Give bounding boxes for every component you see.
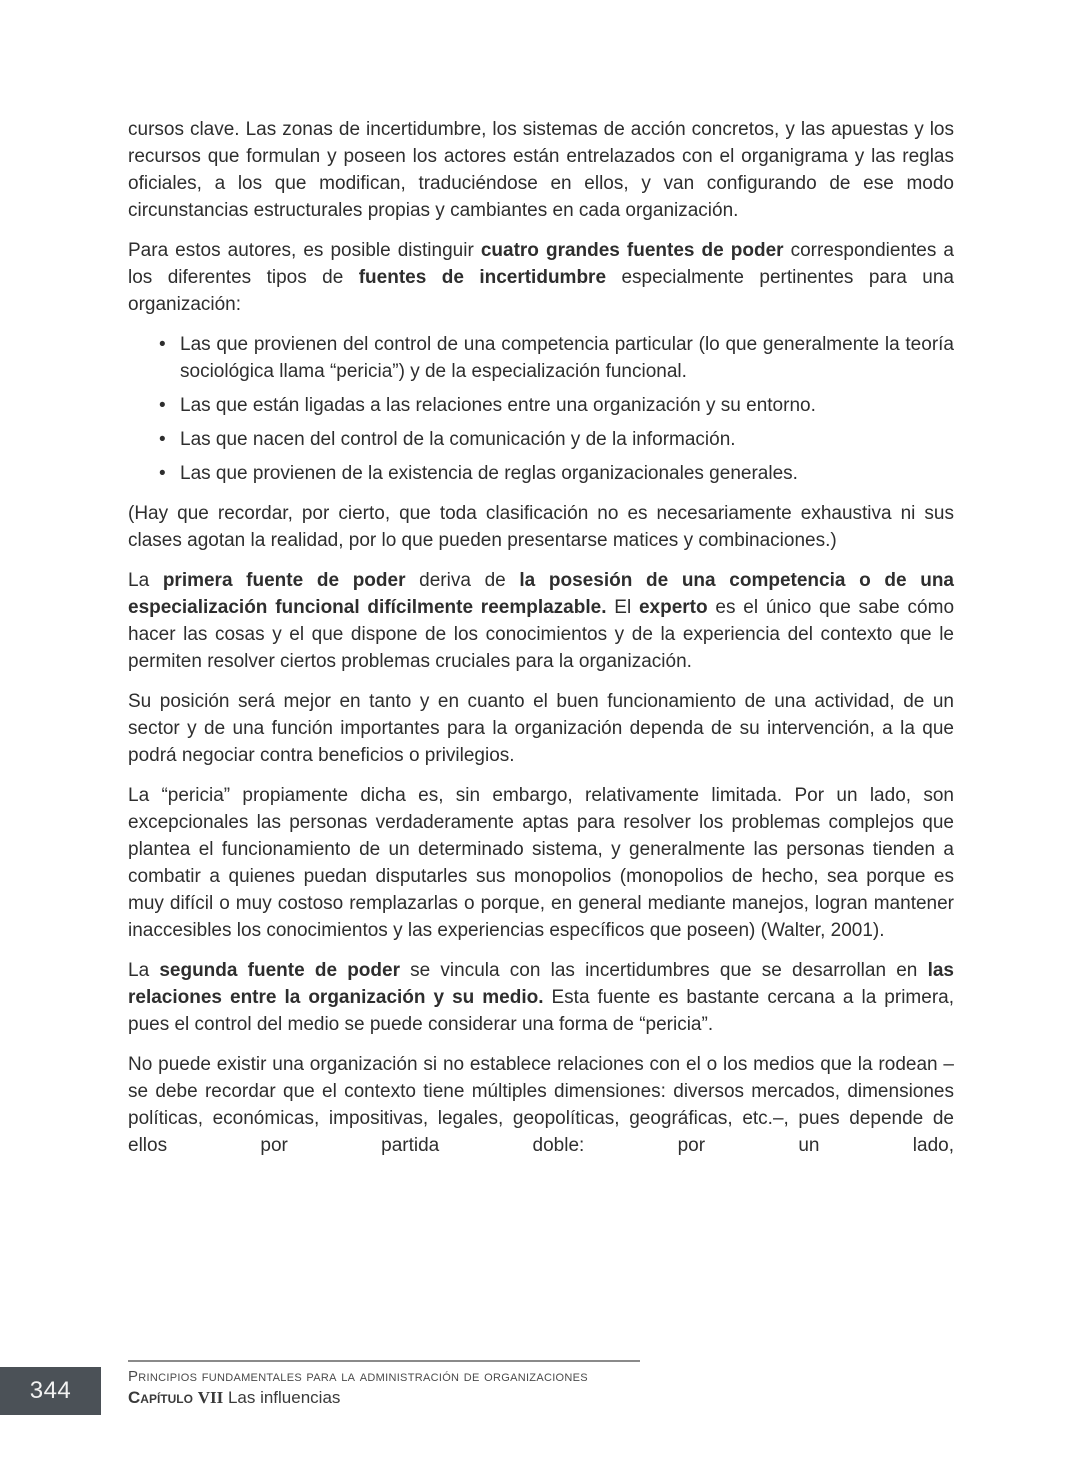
body-text: especialmente pertinentes para una organización: (128, 267, 954, 315)
body-text: (Hay que recordar, por cierto, que toda clasificación no es necesariamente exhaustiva ni sus clases agotan la realidad, por lo que pueden presentarse matices y combinaciones.) (128, 503, 954, 551)
bullet-item (128, 426, 954, 453)
bold-text: fuentes de incertidumbre (358, 267, 607, 288)
bold-text: primera fuente de poder (162, 570, 406, 591)
paragraph (128, 116, 954, 224)
paragraph (128, 782, 954, 944)
body-text: La “pericia” propiamente dicha es, sin embargo, relativamente limitada. Por un lado, son excepcionales las personas verdaderamente aptas para resolver los problemas complejos que plantea el funcionamiento de un determinado sistema, y generalmente las personas tienden a combatir a quienes puedan disputarles sus monopolios (monopolios de hecho, sea porque es muy difícil o muy costoso remplazarlas o porque, en general mediante manejos, logran mantener inaccesibles los conocimientos y las experiencias específicos que poseen) (Walter, 2001). (128, 785, 954, 941)
body-text: Las que provienen de la existencia de reglas organizacionales generales. (180, 463, 798, 484)
body-text: Las que nacen del control de la comunicación y de la información. (180, 429, 736, 450)
paragraph (128, 957, 954, 1038)
body-text: se vincula con las incertidumbres que se desarrollan en (399, 960, 928, 981)
page-number-badge (0, 1367, 101, 1415)
bullet-item (128, 331, 954, 385)
footer-chapter-line (128, 1388, 340, 1408)
body-text: cursos clave. Las zonas de incertidumbre, los sistemas de acción concretos, y las apuestas y los recursos que formulan y poseen los actores están entrelazados con el organigrama y las reglas oficiales, a los que modifican, traduciéndose en ellos, y van configurando de ese modo circunstancias estructurales propias y cambiantes en cada organización. (128, 119, 954, 221)
bullet-text (180, 395, 816, 416)
bullet-text (180, 463, 798, 484)
bold-text: segunda fuente de poder (159, 960, 400, 981)
bullet-icon: • (159, 395, 166, 416)
bold-text: experto (638, 597, 708, 618)
page-content (128, 116, 954, 1172)
body-text: deriva de (405, 570, 520, 591)
bold-text: la posesión de una competencia o de una especialización funcional difícilmente reemplazable. (128, 570, 954, 618)
footer-chapter-label: Capítulo (128, 1388, 193, 1407)
footer-chapter-title: Las influencias (227, 1388, 341, 1407)
page-number: 344 (29, 1377, 72, 1404)
body-text: es el único que sabe cómo hacer las cosas y el que dispone de los conocimientos y de la experiencia del contexto que le permiten resolver ciertos problemas cruciales para la organización. (128, 597, 955, 672)
body-text: La (128, 570, 163, 591)
body-text: Las que provienen del control de una competencia particular (lo que generalmente la teoría sociológica llama “pericia”) y de la especialización funcional. (180, 334, 954, 382)
footer-book-title: Principios fundamentales para la administración de organizaciones (128, 1368, 588, 1385)
bullet-text (180, 429, 736, 450)
paragraph (128, 500, 954, 554)
footer-chapter-number: VII (197, 1388, 224, 1407)
bullet-icon: • (159, 334, 166, 355)
bullet-icon: • (159, 429, 166, 450)
bold-text: las relaciones entre la organización y su medio. (128, 960, 954, 1008)
bullet-icon: • (159, 463, 166, 484)
bold-text: cuatro grandes fuentes de poder (480, 240, 784, 261)
paragraph (128, 237, 954, 318)
body-text: correspondientes a los diferentes tipos de (128, 240, 954, 288)
body-text: Para estos autores, es posible distinguir (128, 240, 481, 261)
bullet-text (180, 334, 954, 382)
body-text: Las que están ligadas a las relaciones entre una organización y su entorno. (180, 395, 816, 416)
paragraph (128, 688, 954, 769)
footer-divider (128, 1360, 640, 1362)
bullet-item (128, 460, 954, 487)
bullet-item (128, 392, 954, 419)
body-text: La (128, 960, 160, 981)
paragraph (128, 567, 954, 675)
body-text: Su posición será mejor en tanto y en cuanto el buen funcionamiento de una actividad, de un sector y de una función importantes para la organización dependa de su intervención, a la que podrá negociar contra beneficios o privilegios. (128, 691, 954, 766)
paragraph (128, 1051, 954, 1159)
body-text: Esta fuente es bastante cercana a la primera, pues el control del medio se puede considerar una forma de “pericia”. (128, 987, 954, 1035)
body-text: No puede existir una organización si no establece relaciones con el o los medios que la rodean –se debe recordar que el contexto tiene múltiples dimensiones: diversos mercados, dimensiones políticas, económicas, impositivas, legales, geopolíticas, geográficas, etc.–, pues depende de ellos por partida doble: por un lado, (128, 1054, 954, 1156)
body-text: El (606, 597, 639, 618)
